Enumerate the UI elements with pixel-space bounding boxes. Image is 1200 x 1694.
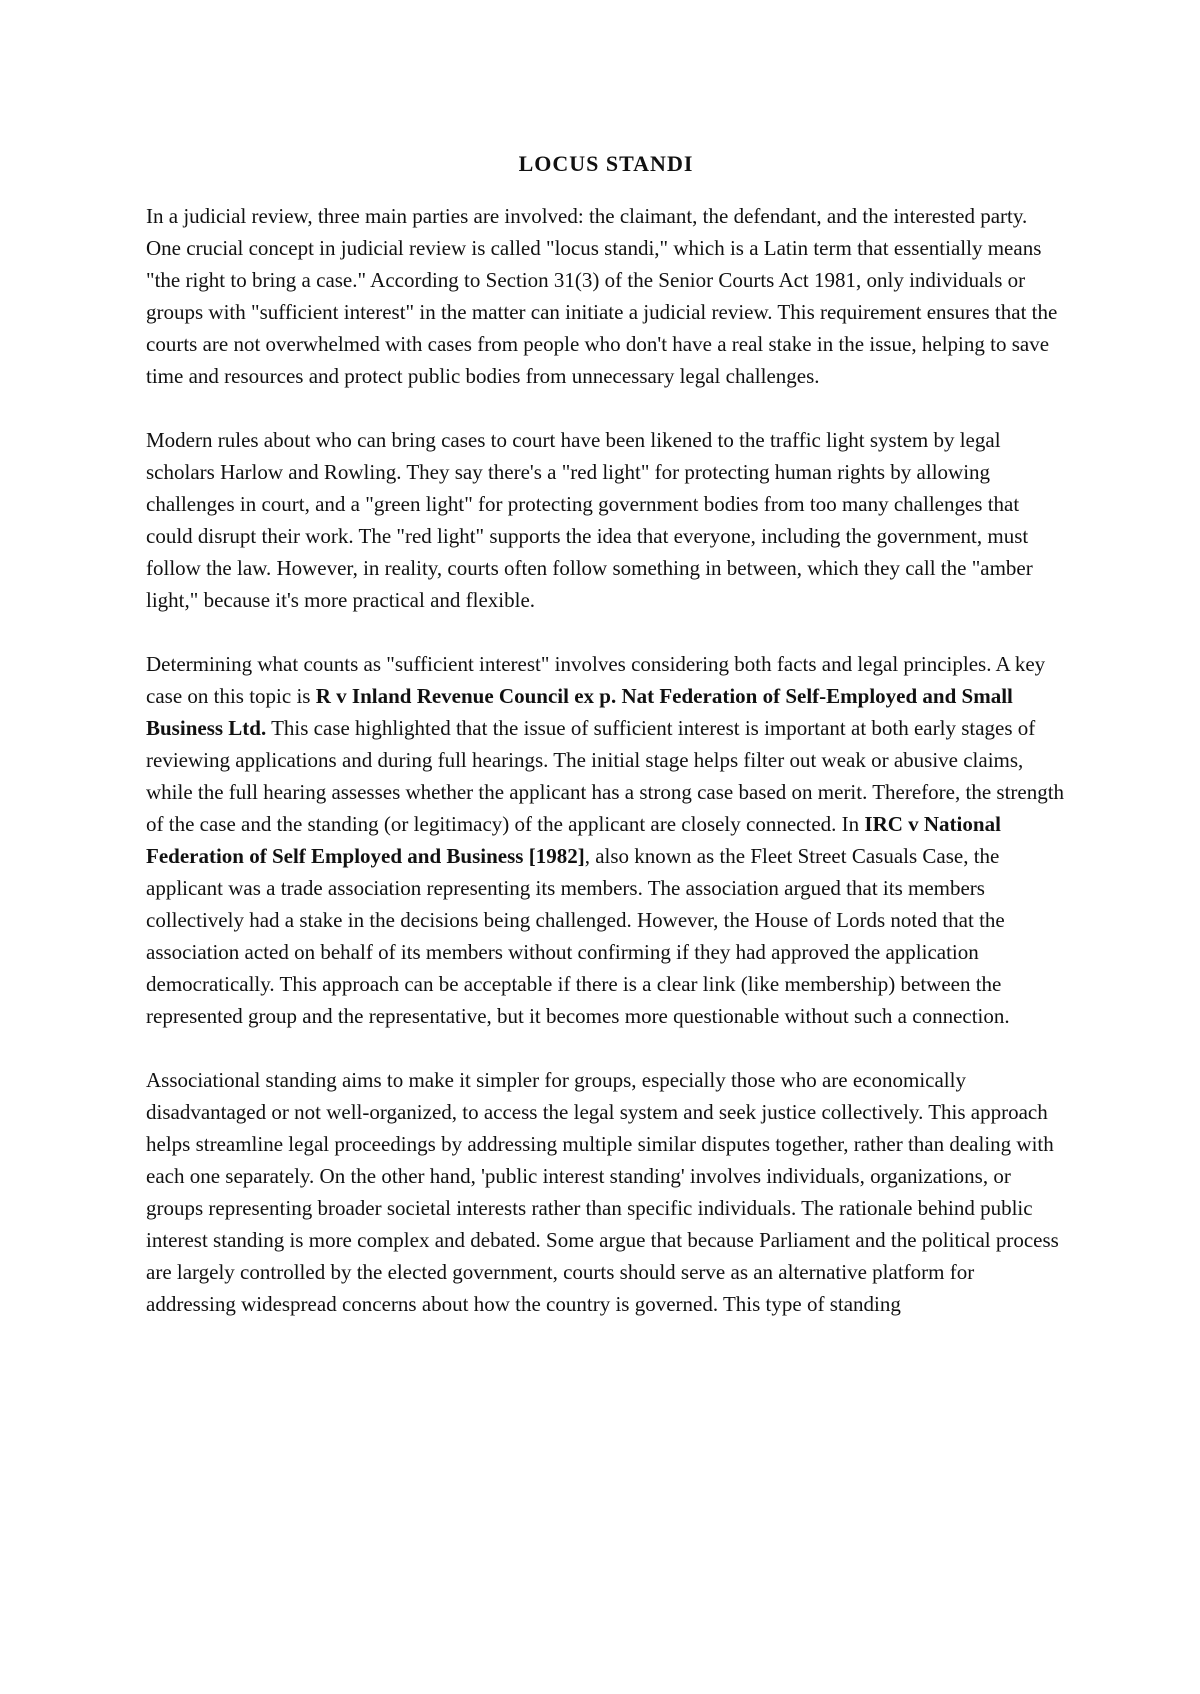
- document-title: LOCUS STANDI: [518, 151, 694, 176]
- paragraph-text: In a judicial review, three main parties are involved: the claimant, the defendant, and the interested party. One crucial concept in judicial review is called "locus standi," which is a Latin term that essentially means "the right to bring a case." According to Section 31(3) of the Senior Courts Act 1981, only individuals or groups with "sufficient interest" in the matter can initiate a judicial review. This requirement ensures that the courts are not overwhelmed with cases from people who don't have a real stake in the issue, helping to save time and resources and protect public bodies from unnecessary legal challenges.: [146, 204, 1058, 388]
- document-body: [146, 148, 1066, 1352]
- paragraph-traffic-light-theory: [146, 424, 1066, 616]
- paragraph-text: This case highlighted that the issue of sufficient interest is important at both early stages of reviewing applications and during full hearings. The initial stage helps filter out weak or abusive claims, while the full hearing assesses whether the applicant has a strong case based on merit. Therefore, the strength of the case and the standing (or legitimacy) of the applicant are closely connected. In: [146, 716, 1065, 836]
- paragraph-text: Determining what counts as "sufficient interest" involves considering both facts and legal principles. A key case on this topic is: [146, 652, 1046, 708]
- paragraph-text: Modern rules about who can bring cases to court have been likened to the traffic light system by legal scholars Harlow and Rowling. They say there's a "red light" for protecting human rights by allowing challenges in court, and a "green light" for protecting government bodies from too many challenges that could disrupt their work. The "red light" supports the idea that everyone, including the government, must follow the law. However, in reality, courts often follow something in between, which they call the "amber light," because it's more practical and flexible.: [146, 428, 1033, 612]
- paragraph-sufficient-interest: [146, 648, 1066, 1032]
- case-citation-irc-national-federation: IRC v National Federation of Self Employed and Business [1982]: [146, 812, 1001, 868]
- paragraph-associational-standing: [146, 1064, 1066, 1320]
- paragraph-locus-standi-intro: [146, 200, 1066, 392]
- paragraph-text: , also known as the Fleet Street Casuals Case, the applicant was a trade association representing its members. The association argued that its members collectively had a stake in the decisions being challenged. However, the House of Lords noted that the association acted on behalf of its members without confirming if they had approved the application democratically. This approach can be acceptable if there is a clear link (like membership) between the represented group and the representative, but it becomes more questionable without such a connection.: [146, 844, 1010, 1028]
- case-citation-inland-revenue: R v Inland Revenue Council ex p. Nat Federation of Self-Employed and Small Business Ltd.: [146, 684, 1013, 740]
- paragraph-text: Associational standing aims to make it simpler for groups, especially those who are economically disadvantaged or not well-organized, to access the legal system and seek justice collectively. This approach helps streamline legal proceedings by addressing multiple similar disputes together, rather than dealing with each one separately. On the other hand, 'public interest standing' involves individuals, organizations, or groups representing broader societal interests rather than specific individuals. The rationale behind public interest standing is more complex and debated. Some argue that because Parliament and the political process are largely controlled by the elected government, courts should serve as an alternative platform for addressing widespread concerns about how the country is governed. This type of standing: [146, 1068, 1059, 1316]
